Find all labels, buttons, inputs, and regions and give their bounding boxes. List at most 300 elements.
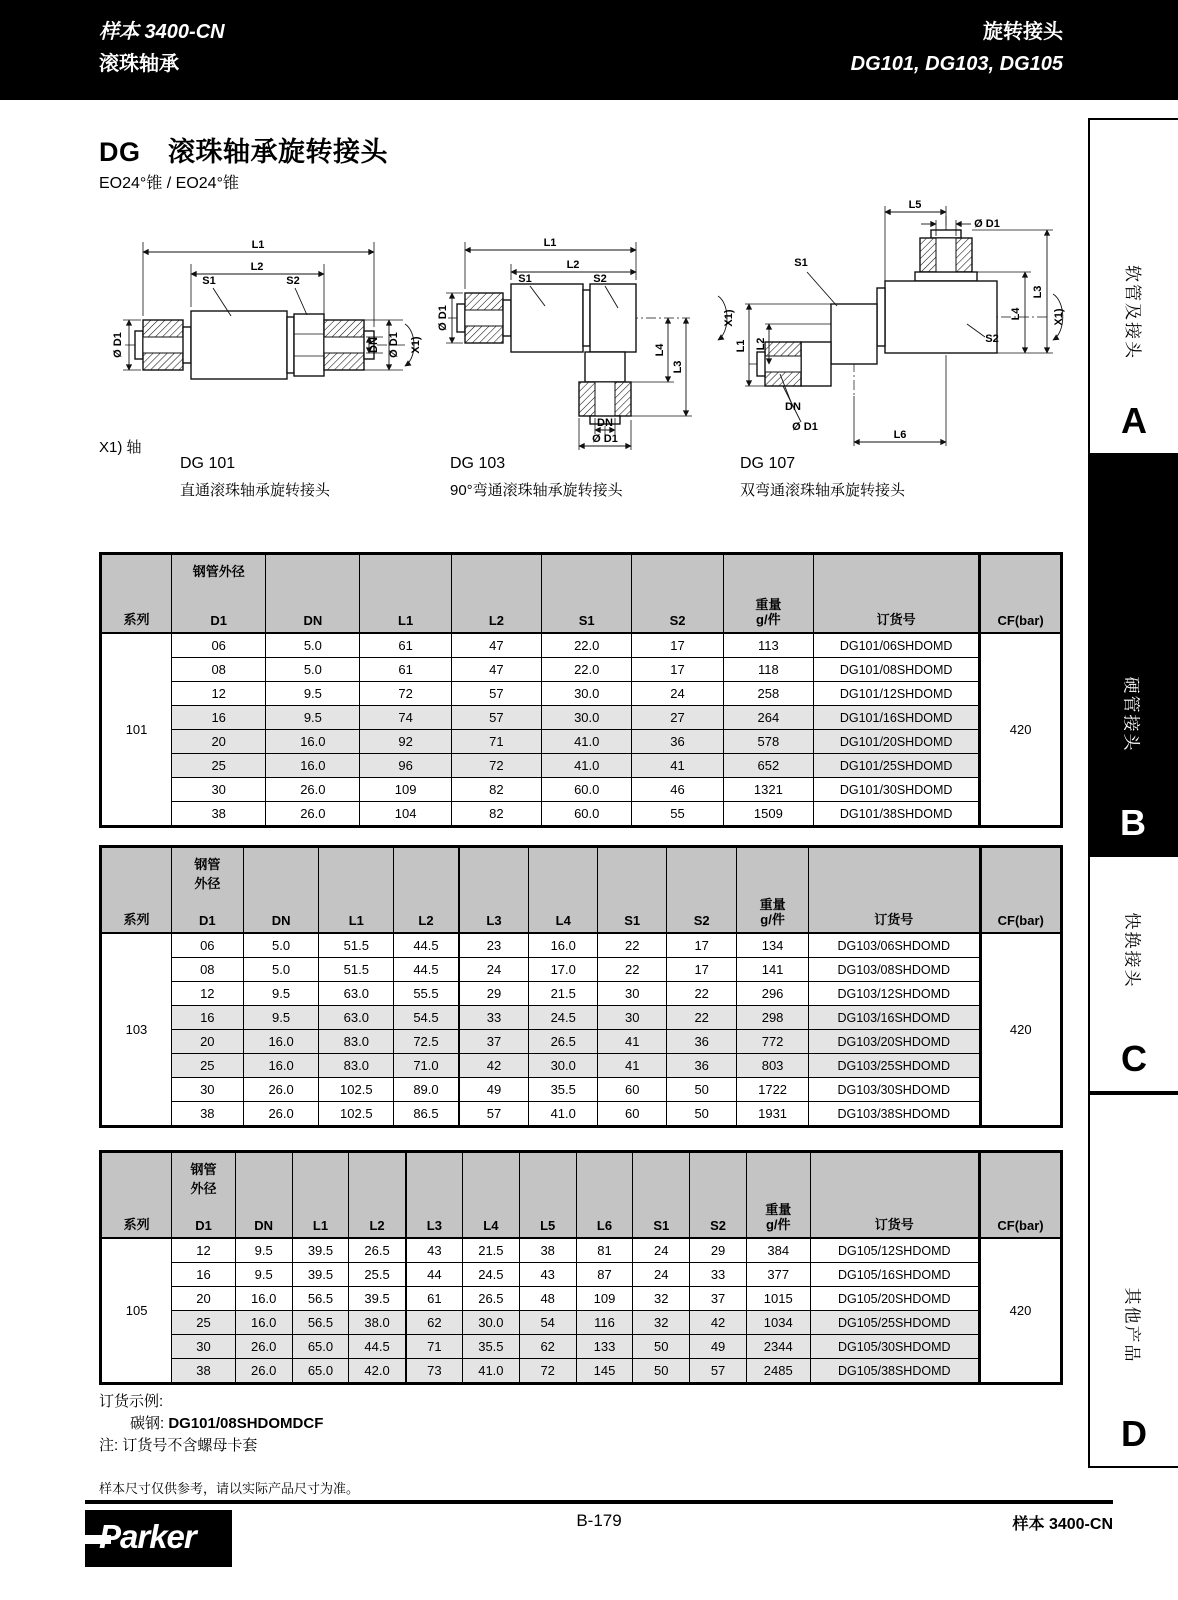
series-header: 系列 [101, 554, 172, 634]
table-cell: 71 [406, 1335, 463, 1359]
diagram-dg101 [105, 210, 425, 445]
col-header-s1: S1 [542, 554, 632, 634]
table-cell: 30.0 [529, 1054, 598, 1078]
table-cell: 26.5 [529, 1030, 598, 1054]
table-cell: 60.0 [542, 778, 632, 802]
table-cell: 39.5 [292, 1263, 349, 1287]
table-cell: 63.0 [319, 982, 394, 1006]
dim-label: Ø D1 [437, 305, 449, 331]
series-value: 101 [101, 633, 172, 827]
table-cell: 16.0 [235, 1311, 292, 1335]
table-cell: 26.5 [349, 1238, 406, 1263]
dim-label: L3 [1032, 285, 1044, 299]
dim-label: S2 [593, 273, 607, 285]
table-cell: 54 [519, 1311, 576, 1335]
table-cell: 42 [690, 1311, 747, 1335]
table-cell: 17 [667, 958, 737, 982]
table-cell: 16.0 [235, 1287, 292, 1311]
table-cell: 32 [633, 1287, 690, 1311]
table-cell: 42.0 [349, 1359, 406, 1384]
dim-label: L3 [672, 360, 684, 374]
table-cell: 26.0 [243, 1102, 319, 1127]
table-cell: 57 [690, 1359, 747, 1384]
page-number: B-179 [576, 1511, 622, 1530]
dim-label: L2 [566, 259, 580, 271]
table-cell: 24 [633, 1263, 690, 1287]
table-cell: 83.0 [319, 1054, 394, 1078]
col-header-l4: L4 [462, 1152, 519, 1239]
table-cell: 298 [737, 1006, 809, 1030]
table-cell: 24 [459, 958, 529, 982]
table-cell: 30 [172, 778, 266, 802]
table-cell: 5.0 [266, 658, 360, 682]
table-cell: 16 [172, 706, 266, 730]
cf-value: 420 [980, 633, 1062, 827]
dim-label: S1 [202, 275, 216, 287]
sidebar-tab-d-letter: D [1121, 1413, 1147, 1454]
table-cell: 43 [519, 1263, 576, 1287]
table-cell: 33 [459, 1006, 529, 1030]
col-header-dn: DN [235, 1152, 292, 1239]
col-header-s2: S2 [690, 1152, 747, 1239]
sidebar-tab-a-label: 软管及接头 [1122, 264, 1142, 360]
dim-label: Ø D1 [388, 332, 400, 358]
table-row [101, 1054, 1062, 1078]
table-cell: 44.5 [349, 1335, 406, 1359]
series-value: 105 [101, 1238, 172, 1384]
table-cell: 82 [451, 802, 541, 827]
spec-table-105 [99, 1150, 1063, 1385]
table-cell: 26.5 [462, 1287, 519, 1311]
table-cell: 22.0 [542, 633, 632, 658]
table-cell: 38 [172, 1359, 236, 1384]
table-cell: 109 [360, 778, 451, 802]
order-header: 订货号 [809, 847, 981, 934]
table-cell: 50 [667, 1078, 737, 1102]
order-example-material: 碳钢: [130, 1415, 165, 1432]
dim-label: S2 [985, 333, 999, 345]
table-row [101, 1311, 1062, 1335]
dim-label: DN [785, 401, 801, 413]
table-cell: 30 [598, 982, 667, 1006]
table-cell: 24 [632, 682, 723, 706]
footer-catalog: 样本 3400-CN [1012, 1516, 1113, 1533]
series-header: 系列 [101, 1152, 172, 1239]
col-header-s2: S2 [667, 847, 737, 934]
header-product: 滚珠轴承 [99, 53, 179, 75]
table-row [101, 754, 1062, 778]
order-example-heading: 订货示例: [99, 1393, 164, 1410]
table-row [101, 1238, 1062, 1263]
table-cell: 21.5 [529, 982, 598, 1006]
table-cell: 2485 [746, 1359, 810, 1384]
col-header-dn: DN [266, 554, 360, 634]
table-cell: 9.5 [266, 706, 360, 730]
table-cell: 72.5 [394, 1030, 459, 1054]
dim-label: L2 [755, 337, 767, 351]
table-row [101, 933, 1062, 958]
sidebar-tab-d [1088, 1093, 1178, 1468]
col-header-l2: L2 [451, 554, 541, 634]
cf-header: CF(bar) [980, 847, 1062, 934]
table-cell: 33 [690, 1263, 747, 1287]
col-header-s2: S2 [632, 554, 723, 634]
caption-dg101 [180, 450, 330, 504]
header-catalog: 样本 3400-CN [99, 21, 225, 43]
table-cell: 41.0 [542, 730, 632, 754]
order-number: DG101/12SHDOMD [814, 682, 980, 706]
order-number: DG101/25SHDOMD [814, 754, 980, 778]
order-number: DG103/12SHDOMD [809, 982, 981, 1006]
table-cell: 49 [459, 1078, 529, 1102]
table-cell: 652 [723, 754, 813, 778]
table-cell: 16.0 [243, 1054, 319, 1078]
table-cell: 30.0 [462, 1311, 519, 1335]
col-header-l1: L1 [292, 1152, 349, 1239]
table-cell: 24 [633, 1238, 690, 1263]
table-cell: 57 [459, 1102, 529, 1127]
table-cell: 08 [171, 958, 243, 982]
table-cell: 30 [171, 1078, 243, 1102]
header-band [0, 0, 1178, 100]
sidebar-tab-a-labelbox [1090, 237, 1178, 387]
header-right [851, 16, 1063, 80]
table-cell: 116 [576, 1311, 633, 1335]
table-cell: 39.5 [349, 1287, 406, 1311]
table-cell: 61 [406, 1287, 463, 1311]
table-cell: 22 [667, 1006, 737, 1030]
cf-value: 420 [980, 1238, 1062, 1384]
order-number: DG103/08SHDOMD [809, 958, 981, 982]
table-cell: 384 [746, 1238, 810, 1263]
disclaimer-text: 样本尺寸仅供参考，请以实际产品尺寸为准。 [99, 1481, 360, 1496]
table-cell: 41 [632, 754, 723, 778]
sidebar-tab-c [1088, 855, 1178, 1093]
table-cell: 1321 [723, 778, 813, 802]
table-cell: 60 [598, 1078, 667, 1102]
order-number: DG101/20SHDOMD [814, 730, 980, 754]
table-cell: 86.5 [394, 1102, 459, 1127]
col-header-s1: S1 [598, 847, 667, 934]
table-cell: 1015 [746, 1287, 810, 1311]
caption-dg103-code: DG 103 [450, 455, 506, 472]
dim-label: S1 [794, 257, 808, 269]
table-cell: 5.0 [266, 633, 360, 658]
sidebar-tab-c-letter: C [1121, 1038, 1147, 1079]
table-cell: 62 [406, 1311, 463, 1335]
dim-label: DN [597, 417, 613, 429]
order-number: DG103/16SHDOMD [809, 1006, 981, 1030]
table-cell: 134 [737, 933, 809, 958]
dim-label: L1 [735, 339, 747, 353]
table-row [101, 1102, 1062, 1127]
table-cell: 133 [576, 1335, 633, 1359]
table-cell: 772 [737, 1030, 809, 1054]
col-header-l3: L3 [459, 847, 529, 934]
table-row [101, 1263, 1062, 1287]
dim-label: L4 [654, 343, 666, 357]
table-cell: 20 [172, 730, 266, 754]
order-example-code: DG101/08SHDOMDCF [168, 1415, 324, 1432]
table-cell: 62 [519, 1335, 576, 1359]
table-cell: 26.0 [266, 802, 360, 827]
table-cell: 49 [690, 1335, 747, 1359]
table-cell: 578 [723, 730, 813, 754]
col-header-l6: L6 [576, 1152, 633, 1239]
col-header-l5: L5 [519, 1152, 576, 1239]
order-header: 订货号 [810, 1152, 979, 1239]
dim-label: L1 [251, 239, 265, 251]
order-number: DG101/38SHDOMD [814, 802, 980, 827]
table-cell: 20 [171, 1030, 243, 1054]
table-cell: 71 [451, 730, 541, 754]
weight-header: 重量 g/件 [723, 554, 813, 634]
order-number: DG103/06SHDOMD [809, 933, 981, 958]
table-cell: 104 [360, 802, 451, 827]
pipe-od-header: 钢管 外径 D1 [171, 847, 243, 934]
dim-label: L1 [543, 237, 557, 249]
table-cell: 21.5 [462, 1238, 519, 1263]
weight-header: 重量 g/件 [737, 847, 809, 934]
table-row [101, 1335, 1062, 1359]
table-dg105 [99, 1150, 1063, 1385]
order-note: 注: 订货号不含螺母卡套 [99, 1437, 258, 1454]
order-header: 订货号 [814, 554, 980, 634]
cf-header: CF(bar) [980, 1152, 1062, 1239]
pipe-od-header: 钢管 外径 D1 [172, 1152, 236, 1239]
table-cell: 42 [459, 1054, 529, 1078]
series-value: 103 [101, 933, 172, 1127]
sidebar-tab-c-label: 快换接头 [1122, 912, 1142, 988]
table-cell: 12 [171, 982, 243, 1006]
table-row [101, 682, 1062, 706]
header-right-models: DG101, DG103, DG105 [850, 53, 1063, 75]
table-cell: 61 [360, 658, 451, 682]
table-row [101, 778, 1062, 802]
table-cell: 72 [360, 682, 451, 706]
dim-label: S1 [518, 273, 532, 285]
table-cell: 9.5 [235, 1238, 292, 1263]
order-number: DG105/30SHDOMD [810, 1335, 979, 1359]
table-cell: 38 [172, 802, 266, 827]
table-cell: 26.0 [243, 1078, 319, 1102]
sidebar-tab-b-letter: B [1120, 802, 1146, 843]
caption-dg107-code: DG 107 [740, 455, 796, 472]
table-cell: 25.5 [349, 1263, 406, 1287]
table-cell: 71.0 [394, 1054, 459, 1078]
table-cell: 30.0 [542, 706, 632, 730]
table-cell: 27 [632, 706, 723, 730]
order-example-line [130, 1412, 323, 1433]
table-cell: 25 [171, 1054, 243, 1078]
table-cell: 24.5 [529, 1006, 598, 1030]
caption-dg101-code: DG 101 [180, 455, 236, 472]
table-cell: 56.5 [292, 1287, 349, 1311]
table-cell: 29 [459, 982, 529, 1006]
dim-label: DN [368, 337, 380, 353]
table-cell: 16.0 [243, 1030, 319, 1054]
table-cell: 22 [598, 933, 667, 958]
table-cell: 36 [667, 1054, 737, 1078]
table-cell: 50 [667, 1102, 737, 1127]
table-cell: 264 [723, 706, 813, 730]
order-number: DG105/20SHDOMD [810, 1287, 979, 1311]
spec-table-103 [99, 845, 1063, 1128]
table-cell: 51.5 [319, 958, 394, 982]
table-row [101, 1006, 1062, 1030]
table-cell: 16.0 [266, 730, 360, 754]
table-cell: 38.0 [349, 1311, 406, 1335]
table-row [101, 982, 1062, 1006]
pipe-od-header: 钢管外径 D1 [172, 554, 266, 634]
table-cell: 41.0 [542, 754, 632, 778]
table-cell: 17 [632, 658, 723, 682]
table-cell: 36 [632, 730, 723, 754]
table-cell: 36 [667, 1030, 737, 1054]
table-cell: 803 [737, 1054, 809, 1078]
table-cell: 5.0 [243, 933, 319, 958]
table-cell: 9.5 [235, 1263, 292, 1287]
table-cell: 258 [723, 682, 813, 706]
table-cell: 54.5 [394, 1006, 459, 1030]
dim-label: Ø D1 [792, 421, 818, 433]
table-cell: 56.5 [292, 1311, 349, 1335]
table-cell: 12 [172, 682, 266, 706]
order-number: DG103/20SHDOMD [809, 1030, 981, 1054]
table-cell: 57 [451, 706, 541, 730]
footer-rule [85, 1500, 1113, 1504]
table-cell: 2344 [746, 1335, 810, 1359]
page-subtitle: EO24°锥 / EO24°锥 [99, 175, 239, 192]
table-cell: 26.0 [235, 1359, 292, 1384]
sidebar-tab-b-labelbox [1088, 639, 1178, 789]
order-number: DG105/16SHDOMD [810, 1263, 979, 1287]
table-cell: 118 [723, 658, 813, 682]
caption-dg107 [740, 450, 905, 504]
table-cell: 96 [360, 754, 451, 778]
order-number: DG101/08SHDOMD [814, 658, 980, 682]
table-cell: 377 [746, 1263, 810, 1287]
table-cell: 25 [172, 1311, 236, 1335]
table-cell: 1034 [746, 1311, 810, 1335]
order-number: DG101/30SHDOMD [814, 778, 980, 802]
sidebar-tab-a [1088, 118, 1178, 455]
table-cell: 37 [690, 1287, 747, 1311]
table-cell: 1509 [723, 802, 813, 827]
col-header-l2: L2 [394, 847, 459, 934]
table-cell: 51.5 [319, 933, 394, 958]
table-cell: 5.0 [243, 958, 319, 982]
order-number: DG103/25SHDOMD [809, 1054, 981, 1078]
diagram-dg103 [430, 208, 740, 453]
table-cell: 17 [632, 633, 723, 658]
table-cell: 46 [632, 778, 723, 802]
spec-table-101 [99, 552, 1063, 828]
sidebar-tab-d-label: 其他产品 [1122, 1287, 1142, 1363]
table-cell: 38 [519, 1238, 576, 1263]
table-cell: 35.5 [529, 1078, 598, 1102]
dim-label: L4 [1010, 307, 1022, 321]
table-cell: 55.5 [394, 982, 459, 1006]
series-header: 系列 [101, 847, 172, 934]
table-cell: 26.0 [235, 1335, 292, 1359]
table-cell: 39.5 [292, 1238, 349, 1263]
table-cell: 92 [360, 730, 451, 754]
table-cell: 16 [172, 1263, 236, 1287]
table-cell: 63.0 [319, 1006, 394, 1030]
table-cell: 9.5 [243, 1006, 319, 1030]
table-cell: 17 [667, 933, 737, 958]
dim-label: X1) [1053, 308, 1065, 326]
table-row [101, 706, 1062, 730]
order-number: DG101/16SHDOMD [814, 706, 980, 730]
table-cell: 26.0 [266, 778, 360, 802]
table-cell: 74 [360, 706, 451, 730]
table-cell: 61 [360, 633, 451, 658]
table-cell: 35.5 [462, 1335, 519, 1359]
table-cell: 43 [406, 1238, 463, 1263]
caption-dg107-text: 双弯通滚珠轴承旋转接头 [740, 482, 906, 499]
caption-dg103-text: 90°弯通滚珠轴承旋转接头 [450, 482, 623, 499]
table-cell: 47 [451, 658, 541, 682]
table-cell: 48 [519, 1287, 576, 1311]
table-cell: 22.0 [542, 658, 632, 682]
table-cell: 29 [690, 1238, 747, 1263]
table-row [101, 1078, 1062, 1102]
parker-logo-text: Parker [99, 1518, 196, 1555]
order-number: DG103/30SHDOMD [809, 1078, 981, 1102]
table-cell: 60 [598, 1102, 667, 1127]
table-cell: 50 [633, 1359, 690, 1384]
table-cell: 30.0 [542, 682, 632, 706]
table-cell: 9.5 [266, 682, 360, 706]
cf-value: 420 [980, 933, 1062, 1127]
table-cell: 50 [633, 1335, 690, 1359]
table-cell: 113 [723, 633, 813, 658]
table-cell: 22 [598, 958, 667, 982]
table-row [101, 658, 1062, 682]
table-cell: 38 [171, 1102, 243, 1127]
table-cell: 20 [172, 1287, 236, 1311]
dim-label: Ø D1 [112, 332, 124, 358]
order-number: DG105/38SHDOMD [810, 1359, 979, 1384]
table-row [101, 633, 1062, 658]
table-row [101, 958, 1062, 982]
order-number: DG101/06SHDOMD [814, 633, 980, 658]
table-cell: 24.5 [462, 1263, 519, 1287]
table-cell: 44 [406, 1263, 463, 1287]
table-cell: 06 [172, 633, 266, 658]
table-cell: 57 [451, 682, 541, 706]
table-cell: 30 [172, 1335, 236, 1359]
col-header-l2: L2 [349, 1152, 406, 1239]
table-cell: 81 [576, 1238, 633, 1263]
table-cell: 25 [172, 754, 266, 778]
order-number: DG105/12SHDOMD [810, 1238, 979, 1263]
caption-dg103 [450, 450, 623, 504]
table-cell: 9.5 [243, 982, 319, 1006]
sidebar-tab-c-labelbox [1090, 875, 1178, 1025]
table-cell: 102.5 [319, 1078, 394, 1102]
table-cell: 37 [459, 1030, 529, 1054]
table-dg103 [99, 845, 1063, 1128]
table-cell: 41 [598, 1054, 667, 1078]
order-number: DG105/25SHDOMD [810, 1311, 979, 1335]
dim-label: L5 [908, 199, 922, 211]
col-header-dn: DN [243, 847, 319, 934]
table-cell: 102.5 [319, 1102, 394, 1127]
table-cell: 72 [519, 1359, 576, 1384]
